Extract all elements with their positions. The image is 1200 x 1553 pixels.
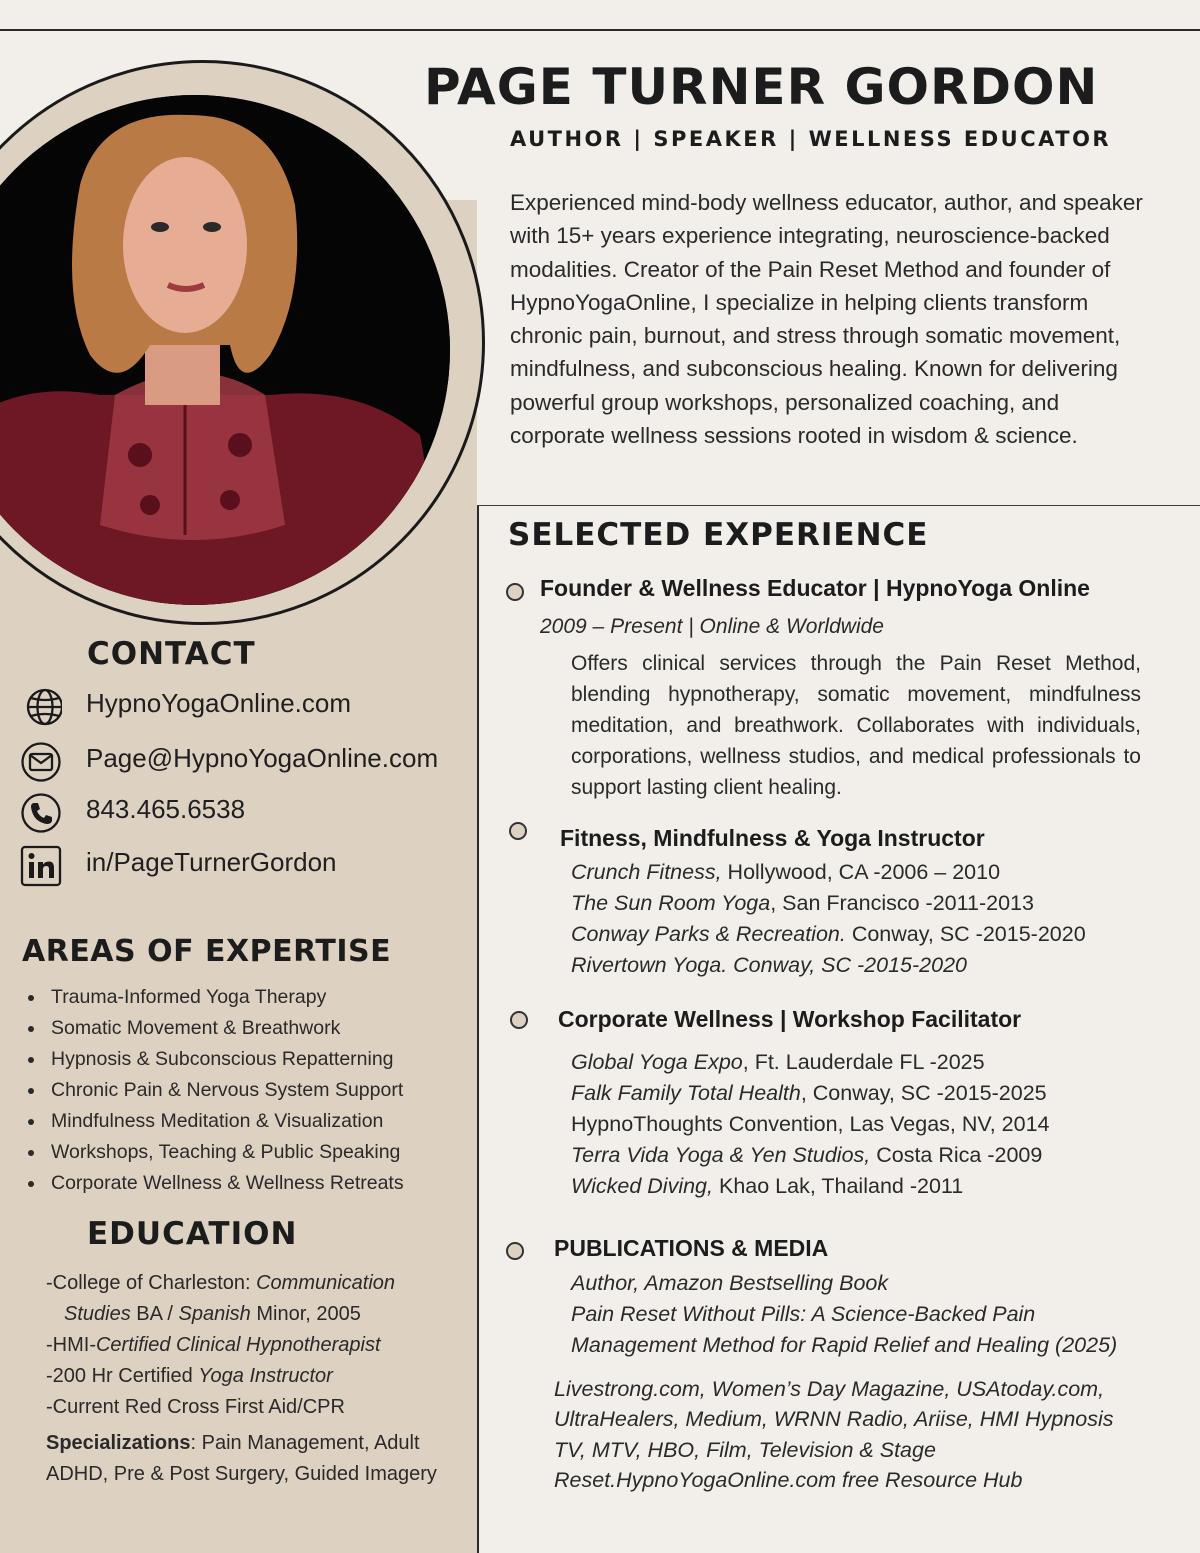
education-line: -College of Charleston: Communication — [46, 1272, 396, 1294]
column-divider — [477, 505, 479, 1553]
media-line: UltraHealers, Medium, WRNN Radio, Ariise, HMI Hypnosis — [554, 1407, 1114, 1432]
email-link[interactable]: Page@HypnoYogaOnline.com — [86, 743, 439, 773]
list-item: Corporate Wellness & Wellness Retreats — [22, 1168, 404, 1199]
media-line[interactable]: Reset.HypnoYogaOnline.com free Resource Hub — [554, 1467, 1023, 1492]
job-lines — [571, 1047, 1050, 1202]
areas-list — [22, 982, 404, 1199]
job-line: Terra Vida Yoga & Yen Studios, Costa Rica -2009 — [571, 1143, 1043, 1167]
list-item: Somatic Movement & Breathwork — [22, 1013, 404, 1044]
globe-icon — [20, 686, 62, 728]
job-title: Fitness, Mindfulness & Yoga Instructor — [560, 825, 985, 851]
linkedin-icon — [20, 845, 62, 887]
job-line: The Sun Room Yoga, San Francisco -2011-2013 — [571, 891, 1034, 915]
website-link[interactable]: HypnoYogaOnline.com — [86, 688, 351, 718]
media-line: Livestrong.com, Women’s Day Magazine, USAtoday.com, — [554, 1377, 1105, 1401]
job-description: Offers clinical services through the Pain Reset Method, blending hypnotherapy, somatic movement, mindfulness meditation, and breathwork. Collaborates with individuals, corporations, wellness studios, and medical professionals to support lasting client healing. — [571, 652, 1141, 799]
list-item: Mindfulness Meditation & Visualization — [22, 1106, 404, 1137]
education-line: -Current Red Cross First Aid/CPR — [46, 1396, 345, 1418]
bullet-icon — [506, 583, 524, 601]
specializations: Specializations: Pain Management, Adult ADHD, Pre & Post Surgery, Guided Imagery — [46, 1432, 437, 1485]
education-heading: EDUCATION — [87, 1216, 298, 1252]
job-line: Falk Family Total Health, Conway, SC -2015-2025 — [571, 1081, 1047, 1105]
education-line: -200 Hr Certified Yoga Instructor — [46, 1365, 333, 1387]
job-line: Conway Parks & Recreation. Conway, SC -2015-2020 — [571, 922, 1086, 946]
media-line: TV, MTV, HBO, Film, Television & Stage — [554, 1437, 936, 1462]
job-title: Corporate Wellness | Workshop Facilitator — [558, 1006, 1022, 1032]
areas-heading: AREAS OF EXPERTISE — [22, 934, 392, 969]
phone-icon — [20, 792, 62, 834]
top-divider — [0, 29, 1200, 31]
section-divider — [477, 505, 1200, 506]
job-line: Wicked Diving, Khao Lak, Thailand -2011 — [571, 1174, 964, 1198]
bullet-icon — [509, 822, 527, 840]
education-line: -HMI-Certified Clinical Hypnotherapist — [46, 1334, 381, 1356]
job-line: Global Yoga Expo, Ft. Lauderdale FL -2025 — [571, 1050, 985, 1074]
experience-heading: SELECTED EXPERIENCE — [508, 517, 929, 553]
job-subtitle: AUTHOR | SPEAKER | WELLNESS EDUCATOR — [510, 127, 1112, 151]
contact-heading: CONTACT — [87, 636, 256, 672]
list-item: Hypnosis & Subconscious Repatterning — [22, 1044, 404, 1075]
publications-title: PUBLICATIONS & MEDIA — [554, 1235, 829, 1261]
list-item: Workshops, Teaching & Public Speaking — [22, 1137, 404, 1168]
job-meta: 2009 – Present | Online & Worldwide — [540, 615, 884, 638]
bullet-icon — [506, 1242, 524, 1260]
publication-lines — [571, 1268, 1117, 1361]
job-line: Crunch Fitness, Hollywood, CA -2006 – 2010 — [571, 860, 1001, 884]
person-name: PAGE TURNER GORDON — [424, 58, 1099, 116]
job-line: HypnoThoughts Convention, Las Vegas, NV, 2014 — [571, 1112, 1050, 1136]
job-line: Rivertown Yoga. Conway, SC -2015-2020 — [571, 953, 967, 977]
media-lines — [554, 1374, 1114, 1495]
publication-line: Author, Amazon Bestselling Book — [571, 1271, 889, 1295]
publication-line: Pain Reset Without Pills: A Science-Backed Pain — [571, 1302, 1036, 1326]
job-lines — [571, 857, 1086, 981]
linkedin-link[interactable]: in/PageTurnerGordon — [86, 847, 337, 877]
education-line: Studies BA / Spanish Minor, 2005 — [64, 1303, 361, 1325]
job-title: Founder & Wellness Educator | HypnoYoga Online — [540, 575, 1090, 601]
mail-icon — [20, 741, 62, 783]
list-item: Trauma-Informed Yoga Therapy — [22, 982, 404, 1013]
phone-number[interactable]: 843.465.6538 — [86, 794, 246, 824]
education-list — [46, 1268, 395, 1423]
summary-paragraph: Experienced mind-body wellness educator, author, and speaker with 15+ years experience integrating, neuroscience-backed modalities. Creator of the Pain Reset Method and founder of HypnoYogaOnline, I specialize in helping clients transform chronic pain, burnout, and stress through somatic movement, mindfulness, and subconscious healing. Known for delivering powerful group workshops, personalized coaching, and corporate wellness sessions rooted in wisdom & science. — [510, 190, 1143, 449]
bullet-icon — [510, 1011, 528, 1029]
list-item: Chronic Pain & Nervous System Support — [22, 1075, 404, 1106]
publication-line: Management Method for Rapid Relief and Healing (2025) — [571, 1333, 1118, 1357]
